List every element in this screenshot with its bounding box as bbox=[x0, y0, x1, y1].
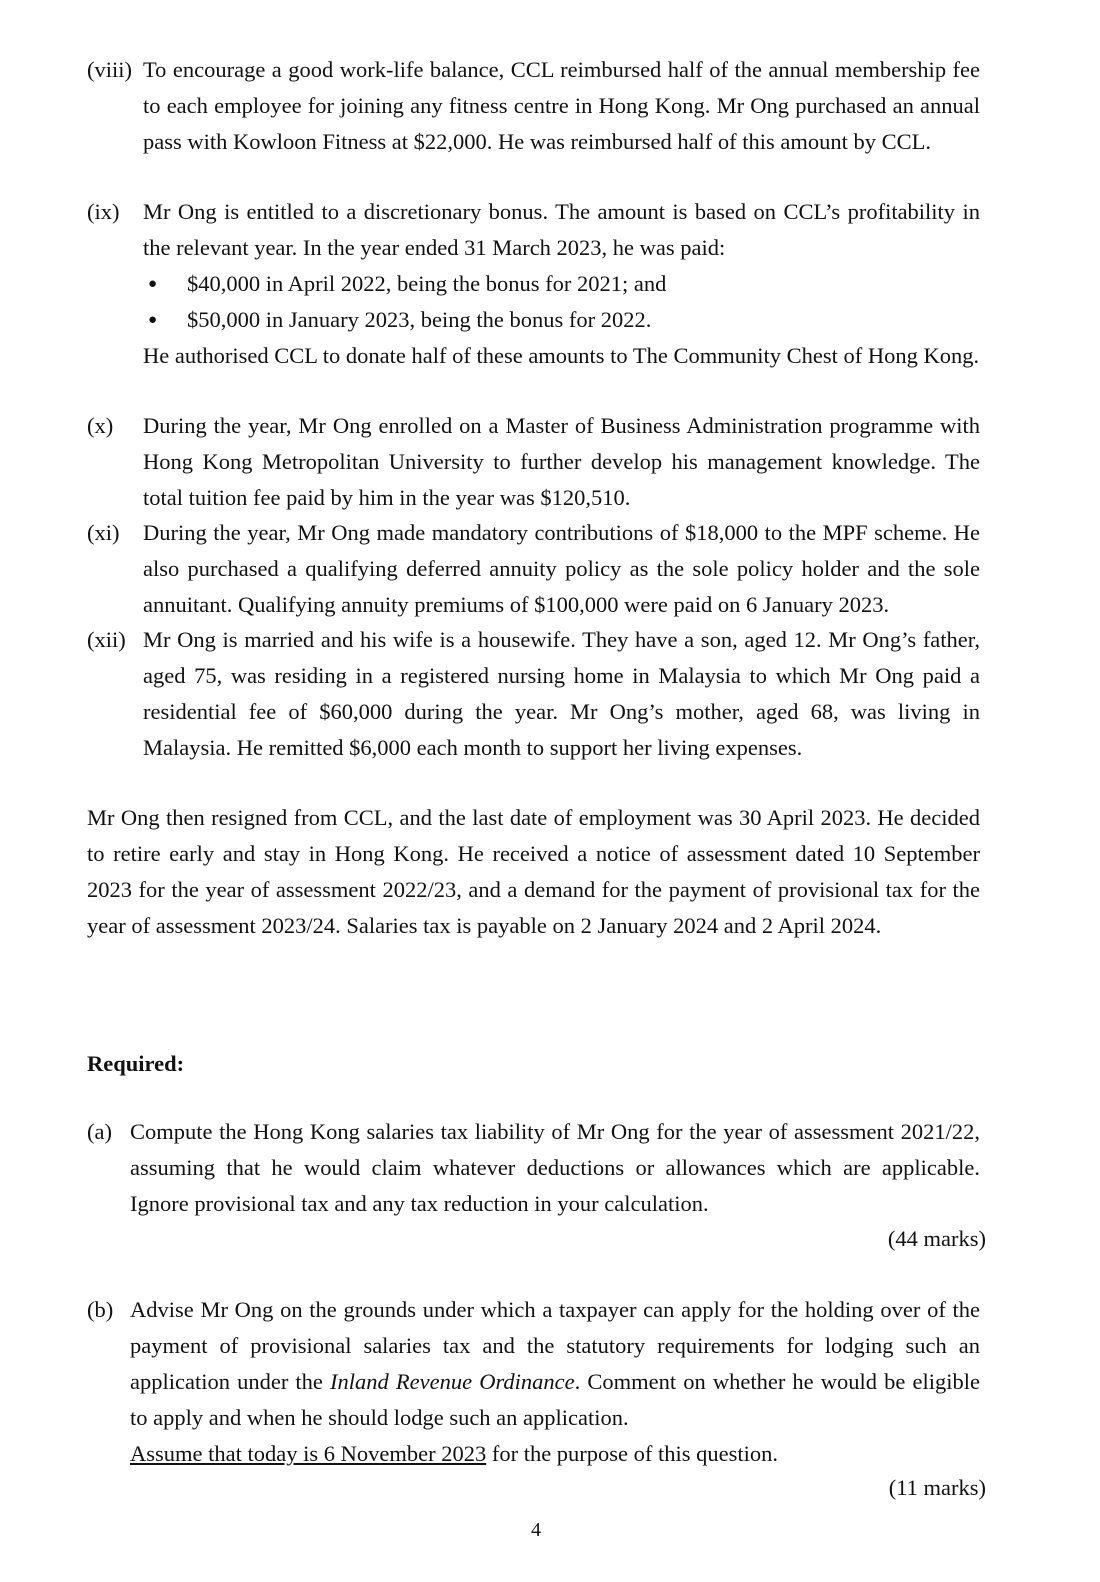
item-text: During the year, Mr Ong enrolled on a Master of Business Administration programme with Hong Kong Metropolitan University to further develop his management knowledge. The total tuition fee paid by him in the year was $120,510. bbox=[143, 413, 980, 510]
item-text-after: He authorised CCL to donate half of these amounts to The Community Chest of Hong Kong. bbox=[143, 343, 980, 368]
bonus-list bbox=[143, 266, 980, 338]
list-item: ● $50,000 in January 2023, being the bonus for 2022. bbox=[143, 302, 980, 338]
item-number: (viii) bbox=[87, 57, 132, 82]
question-a bbox=[87, 1114, 980, 1222]
marks-b: (11 marks) bbox=[888, 1475, 986, 1500]
required-heading: Required: bbox=[87, 1051, 185, 1076]
item-text: Mr Ong is married and his wife is a housewife. They have a son, aged 12. Mr Ong’s father, aged 75, was residing in a registered nursing home in Malaysia to which Mr Ong paid a residential fee of $60,000 during the year. Mr Ong’s mother, aged 68, was living in Malaysia. He remitted $6,000 each month to support her living expenses. bbox=[143, 627, 980, 760]
marks-a: (44 marks) bbox=[887, 1226, 986, 1251]
page-number: 4 bbox=[531, 1519, 541, 1541]
item-xii bbox=[87, 622, 980, 766]
question-number: (a) bbox=[87, 1119, 112, 1144]
item-number: (ix) bbox=[87, 199, 120, 224]
question-text-pre: Advise Mr Ong on the grounds under which a taxpayer can apply for the holding over of the payment of provisional salaries tax and the statutory requirements for lodging such an application under the bbox=[130, 1297, 980, 1394]
question-text bbox=[130, 1292, 980, 1436]
item-text: To encourage a good work-life balance, CCL reimbursed half of the annual membership fee to each employee for joining any fitness centre in Hong Kong. Mr Ong purchased an annual pass with Kowloon Fitness at $22,000. He was reimbursed half of this amount by CCL. bbox=[143, 57, 980, 154]
assumption-underlined: Assume that today is 6 November 2023 bbox=[130, 1441, 487, 1466]
item-text: During the year, Mr Ong made mandatory contributions of $18,000 to the MPF scheme. He also purchased a qualifying deferred annuity policy as the sole policy holder and the sole annuitant. Qualifying annuity premiums of $100,000 were paid on 6 January 2023. bbox=[143, 520, 980, 617]
question-b bbox=[87, 1292, 980, 1472]
ordinance-title: Inland Revenue Ordinance bbox=[330, 1369, 575, 1394]
question-text-post: . Comment on whether he would be eligible to apply and when he should lodge such an application. bbox=[130, 1369, 980, 1430]
item-number: (xi) bbox=[87, 520, 120, 545]
item-xi bbox=[87, 515, 980, 623]
list-item: ● $40,000 in April 2022, being the bonus for 2021; and bbox=[143, 266, 980, 302]
item-x bbox=[87, 408, 980, 516]
assumption-line bbox=[130, 1436, 980, 1472]
question-text: Compute the Hong Kong salaries tax liability of Mr Ong for the year of assessment 2021/22, assuming that he would claim whatever deductions or allowances which are applicable. Ignore provisional tax and any tax reduction in your calculation. bbox=[130, 1119, 980, 1216]
question-number: (b) bbox=[87, 1297, 114, 1322]
item-number: (x) bbox=[87, 413, 114, 438]
item-text: Mr Ong is entitled to a discretionary bonus. The amount is based on CCL’s profitability in the relevant year. In the year ended 31 March 2023, he was paid: bbox=[143, 199, 980, 260]
assumption-rest: for the purpose of this question. bbox=[486, 1441, 779, 1466]
item-viii bbox=[87, 52, 980, 160]
item-number: (xii) bbox=[87, 627, 126, 652]
body-paragraph: Mr Ong then resigned from CCL, and the last date of employment was 30 April 2023. He decided to retire early and stay in Hong Kong. He received a notice of assessment dated 10 September 2023 for the year of assessment 2022/23, and a demand for the payment of provisional tax for the year of assessment 2023/24. Salaries tax is payable on 2 January 2024 and 2 April 2024. bbox=[87, 805, 980, 938]
item-ix bbox=[87, 194, 980, 374]
